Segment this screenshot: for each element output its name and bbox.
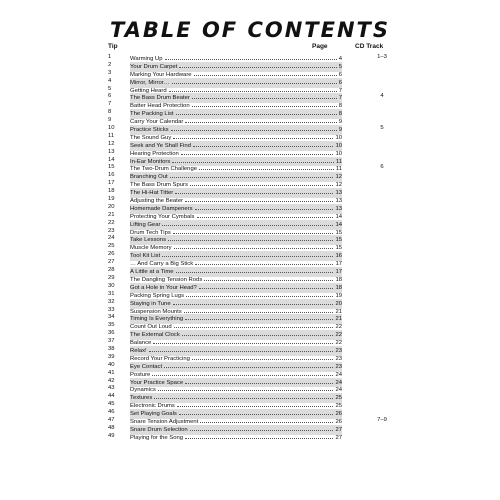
tip-title: Posture <box>130 371 151 378</box>
tip-title: Playing for the Song <box>130 434 184 441</box>
toc-row[interactable] <box>108 385 408 393</box>
dot-leader <box>168 235 333 241</box>
toc-row[interactable] <box>108 409 408 417</box>
page-number: 18 <box>335 276 342 283</box>
page-number: 25 <box>335 395 342 402</box>
tip-title: The Bass Drum Spurs <box>130 182 188 189</box>
tip-number: 13 <box>108 148 115 155</box>
tip-title: Snare Drum Selection <box>130 426 188 433</box>
tip-title: In-Ear Monitors <box>130 158 171 165</box>
page-number: 15 <box>335 245 342 252</box>
page-number: 22 <box>335 332 342 339</box>
tip-title: Your Practice Space <box>130 379 184 386</box>
page-number: 24 <box>335 387 342 394</box>
toc-row[interactable] <box>108 141 408 149</box>
cd-track: 4 <box>380 93 384 100</box>
tip-number: 1 <box>108 54 112 60</box>
toc-row[interactable] <box>108 307 408 315</box>
tip-number: 28 <box>108 267 115 274</box>
tip-title: Eye Contact <box>130 363 163 370</box>
page-number: 12 <box>335 174 342 181</box>
dot-leader <box>193 141 334 147</box>
dot-leader <box>170 172 334 178</box>
page-number: 14 <box>335 213 342 220</box>
toc-row[interactable] <box>108 267 408 275</box>
page-number: 26 <box>335 418 342 425</box>
tip-number: 7 <box>108 101 112 108</box>
tip-number: 27 <box>108 259 115 266</box>
page-number: 7 <box>338 87 342 94</box>
page-number: 10 <box>335 134 342 141</box>
dot-leader <box>186 291 333 297</box>
tip-number: 20 <box>108 203 115 210</box>
page-number: 27 <box>335 434 342 441</box>
tip-number: 33 <box>108 306 115 313</box>
tip-title: Textures <box>130 395 153 402</box>
toc-row[interactable] <box>108 133 408 141</box>
toc-row[interactable] <box>108 93 408 101</box>
tip-title: Protecting Your Cymbals <box>130 213 195 220</box>
tip-title: The Dangling Tension Rods <box>130 276 203 283</box>
dot-leader <box>192 354 334 360</box>
toc-row[interactable] <box>108 322 408 330</box>
page-column-header: Page <box>312 43 328 50</box>
dot-leader <box>195 204 334 210</box>
tip-number: 4 <box>108 77 112 84</box>
dot-leader <box>200 417 333 423</box>
page-number: 23 <box>335 363 342 370</box>
page-number: 25 <box>335 403 342 410</box>
dot-leader <box>158 385 334 391</box>
tip-number: 24 <box>108 235 115 242</box>
dot-leader <box>179 62 336 68</box>
tip-title: Carry Your Calendar <box>130 119 184 126</box>
toc-row[interactable] <box>108 54 408 62</box>
toc-row[interactable] <box>108 433 408 441</box>
page-number: 7 <box>338 95 342 102</box>
tip-number: 12 <box>108 140 115 147</box>
toc-row[interactable] <box>108 370 408 378</box>
toc-row[interactable] <box>108 164 408 172</box>
tip-number: 6 <box>108 93 112 100</box>
tip-title: The Packing List <box>130 111 174 118</box>
toc-row[interactable] <box>108 196 408 204</box>
tip-title: Snare Tension Adjustment <box>130 418 199 425</box>
toc-row[interactable] <box>108 401 408 409</box>
toc-row[interactable] <box>108 346 408 354</box>
tip-number: 17 <box>108 180 115 187</box>
tip-number: 35 <box>108 322 115 329</box>
tip-number: 14 <box>108 156 115 163</box>
dot-leader <box>175 188 333 194</box>
tip-number: 47 <box>108 416 115 423</box>
toc-row[interactable] <box>108 275 408 283</box>
tip-title: Packing Spring Lugs <box>130 292 185 299</box>
dot-leader <box>192 93 337 99</box>
tip-number: 25 <box>108 243 115 250</box>
dot-leader <box>185 314 333 320</box>
dot-leader <box>165 54 337 60</box>
page-number: 15 <box>335 237 342 244</box>
toc-row[interactable] <box>108 228 408 236</box>
tip-number: 46 <box>108 409 115 416</box>
tip-title: Tool Kit List <box>130 253 161 260</box>
toc-row[interactable] <box>108 291 408 299</box>
dot-leader <box>176 267 334 273</box>
tip-number: 39 <box>108 353 115 360</box>
cd-track: 1–3 <box>377 54 387 60</box>
tip-number: 8 <box>108 109 112 116</box>
tip-number: 32 <box>108 298 115 305</box>
toc-row[interactable] <box>108 62 408 70</box>
dot-leader <box>149 346 334 352</box>
tip-number: 48 <box>108 424 115 431</box>
page-number: 5 <box>338 63 342 70</box>
tip-number: 45 <box>108 401 115 408</box>
tip-title: Take Lessons <box>130 237 167 244</box>
tip-title: Staying in Tune <box>130 300 171 307</box>
toc-row[interactable] <box>108 362 408 370</box>
dot-leader <box>169 86 337 92</box>
dot-leader <box>182 330 334 336</box>
page-number: 11 <box>335 158 342 165</box>
page-number: 13 <box>335 205 342 212</box>
page-number: 6 <box>338 71 342 78</box>
dot-leader <box>176 109 337 115</box>
tip-number: 19 <box>108 196 115 203</box>
tip-title: Balance <box>130 340 152 347</box>
page-number: 18 <box>335 284 342 291</box>
page-number: 22 <box>335 324 342 331</box>
tip-number: 9 <box>108 117 112 124</box>
page-number: 24 <box>335 379 342 386</box>
tip-title: Warming Up <box>130 56 163 62</box>
tip-number: 5 <box>108 85 112 92</box>
page-number: 4 <box>338 56 342 62</box>
page-number: 6 <box>338 79 342 86</box>
page-number: 8 <box>338 103 342 110</box>
tip-title: Got a Hole in Your Head? <box>130 284 197 291</box>
page-number: 13 <box>335 198 342 205</box>
page-number: 10 <box>335 150 342 157</box>
tip-title: Mirror, Mirror… <box>130 79 170 86</box>
tip-title: The Two-Drum Challenge <box>130 166 198 173</box>
tip-number: 15 <box>108 164 115 171</box>
dot-leader <box>190 180 333 186</box>
tip-title: Marking Your Hardware <box>130 71 192 78</box>
page-number: 11 <box>335 166 342 173</box>
tip-title: Set Playing Goals <box>130 411 177 418</box>
dot-leader <box>199 164 334 170</box>
toc-row[interactable] <box>108 78 408 86</box>
dot-leader <box>173 133 333 139</box>
dot-leader <box>162 220 333 226</box>
tip-number: 42 <box>108 377 115 384</box>
page-number: 21 <box>335 308 342 315</box>
toc-row[interactable] <box>108 235 408 243</box>
page-number: 15 <box>335 229 342 236</box>
toc-row[interactable] <box>108 330 408 338</box>
toc-row[interactable] <box>108 86 408 94</box>
dot-leader <box>192 101 337 107</box>
dot-leader <box>173 299 334 305</box>
tip-number: 31 <box>108 290 115 297</box>
tip-title: Batter Head Protection <box>130 103 190 110</box>
dot-leader <box>162 251 333 257</box>
page-number: 9 <box>338 119 342 126</box>
toc-row[interactable] <box>108 393 408 401</box>
toc-list <box>108 54 408 441</box>
tip-title: Drum Tech Tips <box>130 229 171 236</box>
toc-row[interactable] <box>108 149 408 157</box>
tip-number: 44 <box>108 393 115 400</box>
tip-number: 3 <box>108 69 112 76</box>
page-number: 23 <box>335 347 342 354</box>
tip-number: 23 <box>108 227 115 234</box>
dot-leader <box>174 322 334 328</box>
dot-leader <box>185 378 333 384</box>
tip-title: The Bass Drum Beater <box>130 95 190 102</box>
page-number: 23 <box>335 355 342 362</box>
tip-number: 40 <box>108 361 115 368</box>
tip-number: 2 <box>108 61 112 68</box>
tip-number: 30 <box>108 282 115 289</box>
toc-row[interactable] <box>108 283 408 291</box>
dot-leader <box>171 125 337 131</box>
tip-number: 49 <box>108 432 115 439</box>
toc-row[interactable] <box>108 70 408 78</box>
tip-number: 18 <box>108 188 115 195</box>
page-number: 16 <box>335 253 342 260</box>
tip-number: 11 <box>108 132 115 139</box>
toc-row[interactable] <box>108 417 408 425</box>
tip-number: 43 <box>108 385 115 392</box>
dot-leader <box>172 78 337 84</box>
page-number: 20 <box>335 300 342 307</box>
dot-leader <box>185 433 333 439</box>
page-number: 9 <box>338 127 342 134</box>
tip-number: 21 <box>108 211 115 218</box>
toc-row[interactable] <box>108 220 408 228</box>
dot-leader <box>204 275 333 281</box>
tip-number: 26 <box>108 251 115 258</box>
page-number: 27 <box>335 426 342 433</box>
dot-leader <box>185 196 333 202</box>
toc-row[interactable] <box>108 378 408 386</box>
tip-title: Adjusting the Beater <box>130 198 184 205</box>
page-number: 26 <box>335 411 342 418</box>
tip-number: 41 <box>108 369 115 376</box>
dot-leader <box>197 212 334 218</box>
tip-title: Hearing Protection <box>130 150 179 157</box>
dot-leader <box>154 393 333 399</box>
toc-row[interactable] <box>108 204 408 212</box>
dot-leader <box>185 117 336 123</box>
toc-entry <box>130 433 342 443</box>
tip-number: 10 <box>108 125 115 132</box>
dot-leader <box>195 259 333 265</box>
dot-leader <box>173 228 334 234</box>
tip-number: 29 <box>108 274 115 281</box>
cd-track: 7–9 <box>377 416 387 423</box>
dot-leader <box>199 283 334 289</box>
tip-number: 34 <box>108 314 115 321</box>
tip-number: 22 <box>108 219 115 226</box>
tip-number: 16 <box>108 172 115 179</box>
page-number: 22 <box>335 340 342 347</box>
dot-leader <box>153 338 333 344</box>
toc-row[interactable] <box>108 299 408 307</box>
tip-number: 37 <box>108 338 115 345</box>
tip-title: Count Out Loud <box>130 324 172 331</box>
tip-title: Suspension Mounts <box>130 308 182 315</box>
tip-title: Record Your Practicing <box>130 355 190 362</box>
tip-title: Electronic Drums <box>130 403 175 410</box>
page-number: 21 <box>335 316 342 323</box>
tip-title: Timing Is Everything <box>130 316 184 323</box>
toc-row[interactable] <box>108 251 408 259</box>
page-title: TABLE OF CONTENTS <box>109 18 391 42</box>
dot-leader <box>164 362 333 368</box>
dot-leader <box>190 425 334 431</box>
tip-title: The Sound Guy <box>130 134 172 141</box>
toc-row[interactable] <box>108 338 408 346</box>
toc-row[interactable] <box>108 243 408 251</box>
toc-row[interactable] <box>108 425 408 433</box>
tip-title: Lifting Gear <box>130 221 161 228</box>
tip-title: Seek and Ye Shall Find <box>130 142 191 149</box>
tip-column-header: Tip <box>108 43 118 50</box>
dot-leader <box>179 409 334 415</box>
dot-leader <box>172 157 334 163</box>
toc-row[interactable] <box>108 212 408 220</box>
dot-leader <box>152 370 333 376</box>
tip-title: Dynamics <box>130 387 156 394</box>
toc-row[interactable] <box>108 109 408 117</box>
tip-title: Homemade Dampeners <box>130 205 193 212</box>
toc-row[interactable] <box>108 125 408 133</box>
toc-row[interactable] <box>108 172 408 180</box>
page-number: 24 <box>335 371 342 378</box>
toc-row[interactable] <box>108 354 408 362</box>
page-number: 19 <box>335 292 342 299</box>
page-number: 8 <box>338 111 342 118</box>
page-number: 12 <box>335 182 342 189</box>
toc-row[interactable] <box>108 117 408 125</box>
tip-title: Muscle Memory <box>130 245 172 252</box>
page-number: 10 <box>335 142 342 149</box>
tip-title: Your Drum Carpet <box>130 63 178 70</box>
tip-title: The Hi-Hat Titter <box>130 190 174 197</box>
cd-track: 6 <box>380 164 384 171</box>
toc-row[interactable] <box>108 101 408 109</box>
page-number: 17 <box>335 269 342 276</box>
cd-track-column-header: CD Track <box>355 43 384 50</box>
dot-leader <box>184 307 334 313</box>
tip-title: A Little at a Time <box>130 269 174 276</box>
page-number: 17 <box>335 261 342 268</box>
dot-leader <box>174 243 334 249</box>
page-number: 14 <box>335 221 342 228</box>
dot-leader <box>177 401 334 407</box>
cd-track: 5 <box>380 125 384 132</box>
tip-number: 36 <box>108 330 115 337</box>
tip-title: Branching Out <box>130 174 168 181</box>
toc-row[interactable] <box>108 180 408 188</box>
tip-title: Getting Heard <box>130 87 167 94</box>
page-number: 13 <box>335 190 342 197</box>
tip-title: … And Carry a Big Stick <box>130 261 194 268</box>
tip-title: Relax! <box>130 347 147 354</box>
toc-row[interactable] <box>108 259 408 267</box>
toc-row[interactable] <box>108 314 408 322</box>
tip-number: 38 <box>108 345 115 352</box>
tip-title: Practice Sticks <box>130 127 169 134</box>
toc-row[interactable] <box>108 188 408 196</box>
toc-row[interactable] <box>108 157 408 165</box>
dot-leader <box>181 149 334 155</box>
dot-leader <box>194 70 337 76</box>
tip-title: The External Clock <box>130 332 180 339</box>
